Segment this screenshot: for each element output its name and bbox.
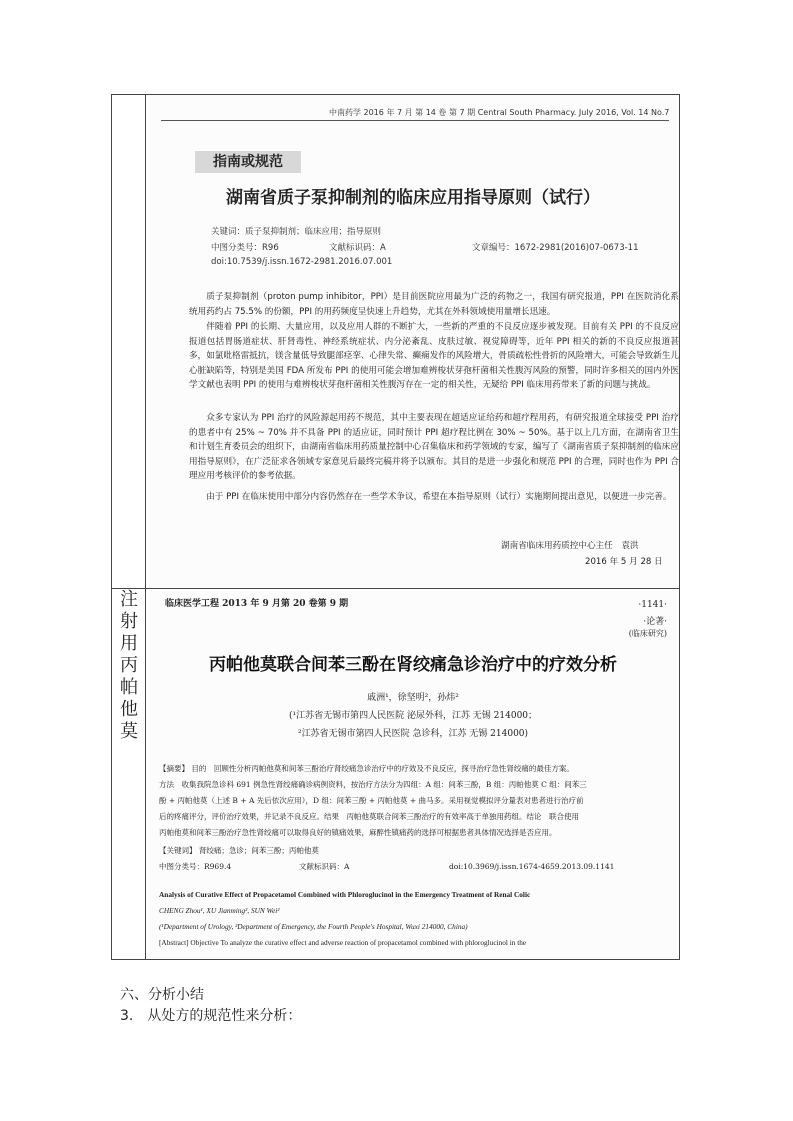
- paragraph: 质子泵抑制剂（proton pump inhibitor，PPI）是目前医院应用最为广泛的药物之一，我国有研究报道，PPI 在医院消化系统用药约占 75.5% 的份额，PPI 的用药频度呈快速上升趋势，尤其在外科领域使用量增长迅速。: [189, 292, 679, 317]
- row-divider: [112, 588, 679, 589]
- journal-header: 中南药学 2016 年 7 月 第 14 卷 第 7 期 Central South Pharmacy. July 2016, Vol. 14 No.7: [329, 108, 670, 117]
- document-table: [111, 94, 680, 960]
- column-divider: [145, 95, 146, 959]
- page-number: ·1141·: [638, 600, 667, 610]
- article-image-1: [149, 95, 677, 587]
- abstract-line: 【摘要】 目的 回顾性分析丙帕他莫和间苯三酚治疗肾绞痛急诊治疗中的疗效及不良反应，探寻治疗急性肾绞痛的最佳方案。: [159, 764, 574, 773]
- section-heading: 六、分析小结: [120, 987, 204, 1003]
- header-rule: [161, 120, 669, 121]
- abstract-line: 酚 + 丙帕他莫（上述 B + A 先后依次应用），D 组：间苯三酚 + 丙帕他莫 + 曲马多。采用视觉模拟评分量表对患者进行治疗前: [159, 796, 584, 805]
- article-number: 文章编号：1672-2981(2016)07-0673-11: [472, 243, 639, 253]
- affiliation: (¹江苏省无锡市第四人民医院 泌尿外科，江苏 无锡 214000；: [288, 711, 538, 721]
- abstract-line: 后的疼痛评分，评价治疗效果，并记录不良反应。结果 丙帕他莫联合间苯三酚治疗的有效率高于单独用药组。结论 联合使用: [159, 812, 579, 821]
- date: 2016 年 5 月 28 日: [585, 557, 663, 567]
- keywords: 关键词：质子泵抑制剂；临床应用；指导原则: [211, 227, 382, 237]
- abstract-line: 丙帕他莫和间苯三酚治疗急性肾绞痛可以取得良好的镇痛效果，麻醉性镇痛药的选择可根据患者具体情况选择是否应用。: [159, 828, 557, 837]
- article-title: 丙帕他莫联合间苯三酚在肾绞痛急诊治疗中的疗效分析: [209, 655, 617, 675]
- document-code: 文献标识码：A: [329, 243, 386, 253]
- english-affiliation: (¹Department of Urology, ²Department of Emergency, the Fourth People's Hospital, Wuxi 214000, China): [159, 922, 468, 931]
- english-title: Analysis of Curative Effect of Propacetamol Combined with Phloroglucinol in the Emergency Treatment of Renal Colic: [159, 890, 531, 899]
- paragraph: 由于 PPI 在临床使用中部分内容仍然存在一些学术争议，希望在本指导原则（试行）实施期间提出意见，以便进一步完善。: [206, 492, 672, 502]
- paragraph: 众多专家认为 PPI 治疗的风险源起用药不规范，其中主要表现在超适应证给药和超疗程用药，有研究报道全球接受 PPI 治疗的患者中有 25% ~ 70% 并不具备 PPI 的适应证，同时预计 PPI 超疗程比例在 30% ~ 50%。基于以上几方面，在湖南省卫生和计划生育委员会的组织下，由湖南省临床用药质量控制中心召集临床和药学领域的专家，编写了《湖南省质子泵抑制剂的临床应用指导原则》，在广泛征求各领域专家意见后最终完稿并将予以颁布。其目的是进一步强化和规范 PPI 的合理，同时也作为 PPI 合理应用考核评价的参考依据。: [189, 413, 679, 482]
- abstract-line: 方法 收集我院急诊科 691 例急性肾绞痛确诊病例资料，按治疗方法分为四组：A 组：间苯三酚，B 组：丙帕他莫 C 组：间苯三: [159, 780, 587, 789]
- doi: doi:10.3969/j.issn.1674-4659.2013.09.1141: [449, 862, 615, 871]
- section-label: ·论著·: [643, 617, 667, 627]
- paragraph: 伴随着 PPI 的长期、大量应用，以及应用人群的不断扩大，一些新的严重的不良反应逐步被发现。目前有关 PPI 的不良反应报道包括胃肠道症状、肝肾毒性、神经系统症状、内分泌紊乱、皮肤过敏、视觉障碍等，近年 PPI 相关的新的不良反应报道甚多，如氯吡格雷抵抗，镁含量低导致腿部痉挛、心律失常、癫痫发作的风险增大，骨质疏松性骨折的风险增大，可能会导致新生儿心脏缺陷等，特别是美国 FDA 所发布 PPI 的使用可能会增加难辨梭状芽孢杆菌相关性腹泻风险的预警，同时许多相关的国内外医学文献也表明 PPI 的使用与难辨梭状芽孢杆菌相关性腹泻存在一定的相关性，无疑给 PPI 临床用药带来了新的问题与挑战。: [189, 322, 679, 391]
- english-abstract: [Abstract] Objective To analyze the curative effect and adverse reaction of propacetamol combined with phloroglucinol in the: [159, 938, 527, 947]
- category-tag: 指南或规范: [195, 151, 301, 173]
- analysis-item: 3. 从处方的规范性来分析：: [120, 1008, 302, 1024]
- doi: doi:10.7539/j.issn.1672-2981.2016.07.001: [211, 257, 393, 267]
- signature: 湖南省临床用药质控中心主任 袁洪: [501, 541, 639, 551]
- affiliation: ²江苏省无锡市第四人民医院 急诊科，江苏 无锡 214000): [297, 729, 529, 739]
- keywords: 【关键词】 肾绞痛；急诊；间苯三酚；丙帕他莫: [159, 846, 319, 855]
- document-code: 文献标识码：A: [299, 862, 350, 871]
- journal-header: 临床医学工程 2013 年 9 月第 20 卷第 9 期: [165, 599, 349, 609]
- article-image-2: [149, 590, 677, 958]
- drug-name-label: 注射用丙帕他莫: [120, 589, 138, 742]
- article-title: 湖南省质子泵抑制剂的临床应用指导原则（试行）: [226, 188, 600, 208]
- clc-number: 中图分类号：R969.4: [159, 862, 232, 871]
- subsection-label: (临床研究): [628, 629, 667, 638]
- clc-number: 中图分类号：R96: [211, 243, 279, 253]
- authors: 戚洲¹，徐坚明²，孙炜²: [367, 693, 459, 703]
- english-authors: CHENG Zhou¹, XU Jianming², SUN Wei²: [159, 906, 280, 915]
